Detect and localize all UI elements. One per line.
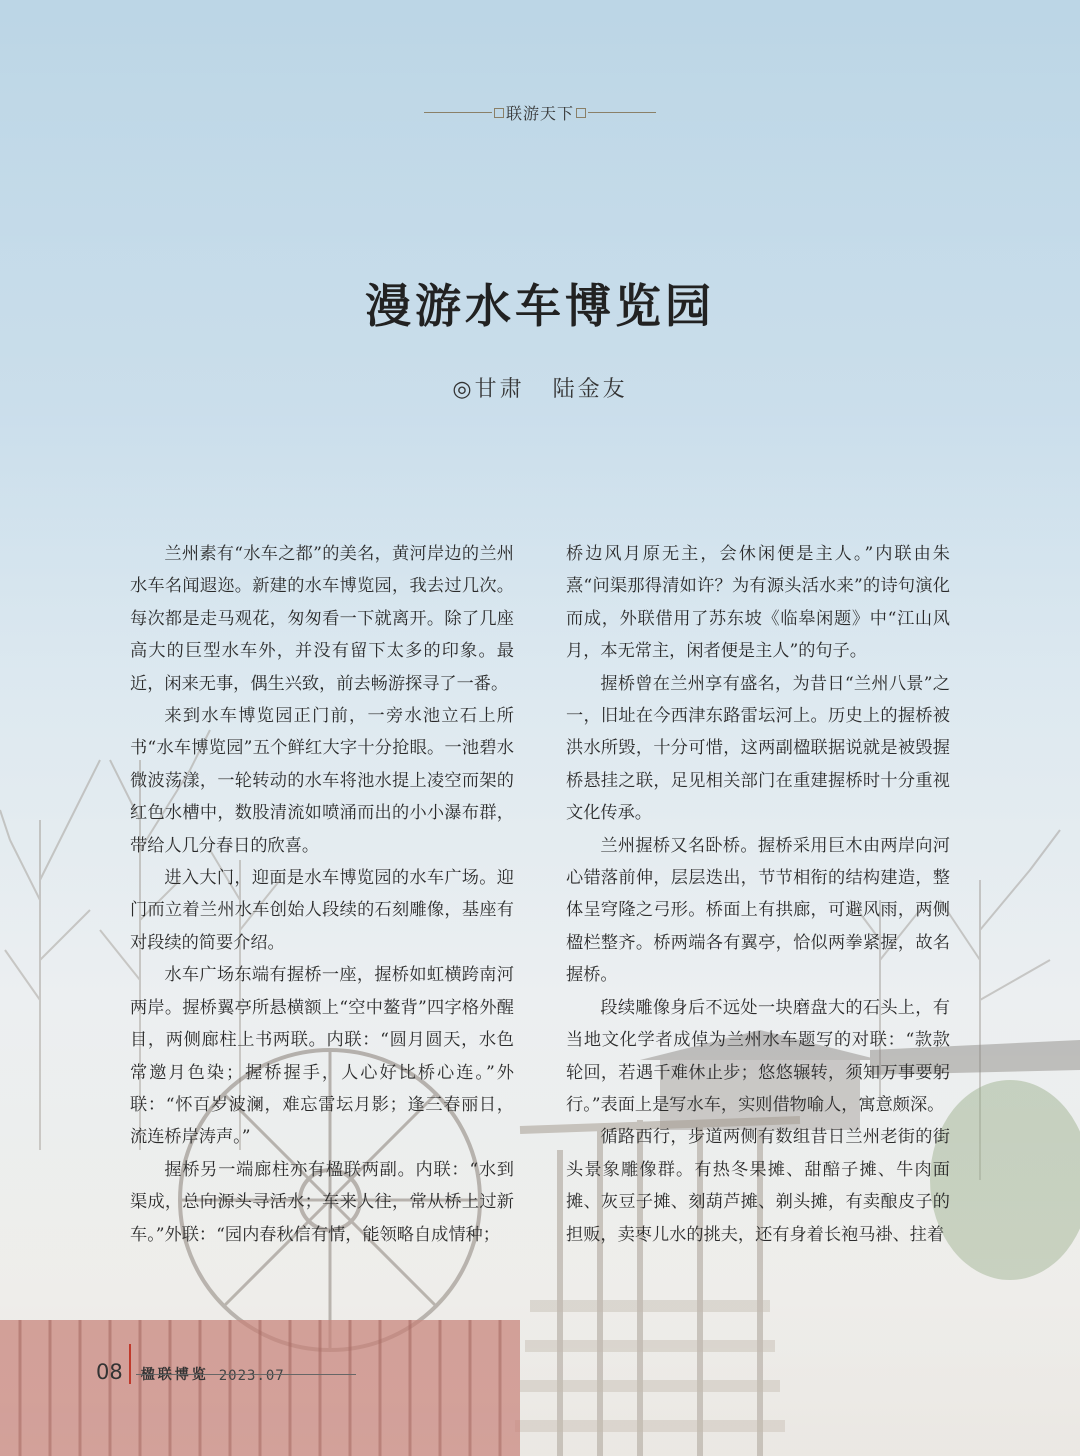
paragraph: 握桥曾在兰州享有盛名，为昔日“兰州八景”之一，旧址在今西津东路雷坛河上。历史上的握桥被洪水所毁，十分可惜，这两副楹联据说就是被毁握桥悬挂之联，足见相关部门在重建握桥时十分重视文化传承。 [566,673,950,824]
article-column-left [130,538,514,1251]
paragraph: 进入大门，迎面是水车博览园的水车广场。迎门而立着兰州水车创始人段续的石刻雕像，基座有对段续的简要介绍。 [130,868,514,953]
article-column-right [566,538,950,1251]
article-byline [0,372,1080,403]
byline-author: 陆金友 [552,377,628,402]
section-header [0,98,1080,126]
header-ornament-right [588,112,656,113]
issue-date: 2023.07 [218,1368,285,1384]
paragraph: 握桥另一端廊柱亦有楹联两副。内联：“水到渠成，总向源头寻活水；车来人往，常从桥上过新车。”外联：“园内春秋信有情，能领略自成情种； [130,1159,514,1245]
header-ornament-left [424,112,492,113]
magazine-name: 楹联博览 [140,1367,209,1383]
paragraph: 段续雕像身后不远处一块磨盘大的石头上，有当地文化学者成倬为兰州水车题写的对联：“款款轮回，若遇千难休止步；悠悠辗转，须知万事要躬行。”表面上是写水车，实则借物喻人，寓意颇深。 [566,997,950,1115]
section-label: 联游天下 [505,103,574,123]
paragraph-continued: 桥边风月原无主，会休闲便是主人。”内联由朱熹“问渠那得清如许？为有源头活水来”的诗句演化而成，外联借用了苏东坡《临皋闲题》中“江山风月，本无常主，闲者便是主人”的句子。 [566,544,950,662]
footer-rule [136,1374,356,1375]
page-footer [96,1344,285,1384]
paragraph: 兰州素有“水车之都”的美名，黄河岸边的兰州水车名闻遐迩。新建的水车博览园，我去过几次。每次都是走马观花，匆匆看一下就离开。除了几座高大的巨型水车外，并没有留下太多的印象。最近，闲来无事，偶生兴致，前去畅游探寻了一番。 [130,544,514,694]
paragraph: 循路西行，步道两侧有数组昔日兰州老街的街头景象雕像群。有热冬果摊、甜醅子摊、牛肉面摊、灰豆子摊、刻葫芦摊、剃头摊，有卖酿皮子的担贩，卖枣儿水的挑夫，还有身着长袍马褂、拄着 [566,1127,950,1245]
paragraph: 水车广场东端有握桥一座，握桥如虹横跨南河两岸。握桥翼亭所悬横额上“空中鳌背”四字格外醒目，两侧廊柱上书两联。内联：“圆月圆天，水色常邀月色染；握桥握手，人心好比桥心连。”外联：“怀百岁波澜，难忘雷坛月影；逢三春丽日，流连桥岸涛声。” [130,965,514,1148]
article-title: 漫游水车博览园 [365,279,715,333]
paragraph: 兰州握桥又名卧桥。握桥采用巨木由两岸向河心错落前伸，层层迭出，节节相衔的结构建造，整体呈穹隆之弓形。桥面上有拱廊，可避风雨，两侧楹栏整齐。桥两端各有翼亭，恰似两拳紧握，故名握桥。 [566,835,950,986]
footer-divider [129,1344,131,1384]
byline-location: ◎甘肃 [452,377,525,402]
page-number: 08 [96,1360,123,1384]
paragraph: 来到水车博览园正门前，一旁水池立石上所书“水车博览园”五个鲜红大字十分抢眼。一池碧水微波荡漾，一轮转动的水车将池水提上凌空而架的红色水槽中，数股清流如喷涌而出的小小瀑布群，带给人几分春日的欣喜。 [130,706,514,856]
